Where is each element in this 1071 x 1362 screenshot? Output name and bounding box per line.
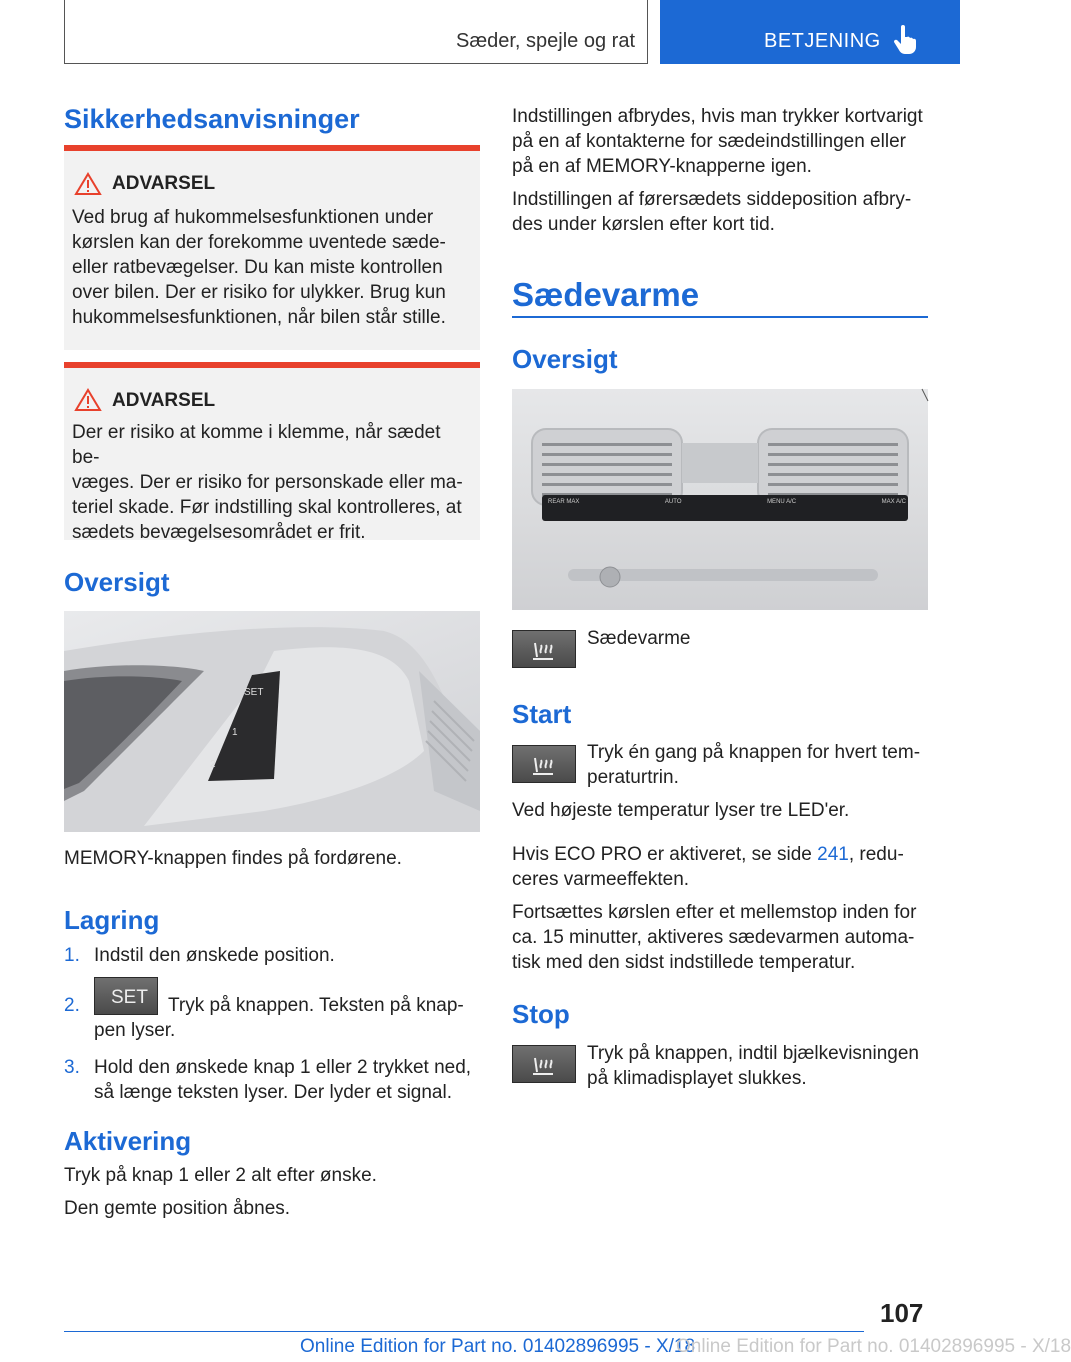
step-text: Tryk på knappen. Teksten på knap- [168, 995, 464, 1016]
door-memory-photo [64, 611, 480, 832]
header-section-title: Sæder, spejle og rat [456, 30, 635, 52]
heading-safety: Sikkerhedsanvisninger [64, 104, 360, 134]
text-line: Indstillingen afbrydes, hvis man trykker kortvarigt [512, 106, 923, 127]
text-segment: Hvis ECO PRO er aktiveret, se side [512, 844, 818, 865]
pointing-hand-icon [892, 25, 918, 55]
legend-label: Sædevarme [587, 628, 691, 649]
console-button-max-ac[interactable]: MAX A/C [881, 499, 906, 505]
step-number: 2. [64, 995, 80, 1016]
heading-start: Start [512, 699, 572, 729]
warning-box-1 [64, 145, 480, 350]
page-number: 107 [880, 1298, 924, 1328]
step-item [64, 987, 484, 1043]
text-line: Tryk én gang på knappen for hvert tem- [587, 742, 921, 763]
warning-triangle-icon [74, 172, 102, 196]
heading-stop: Stop [512, 999, 570, 1029]
seat-heating-icon [512, 745, 576, 783]
heading-overview-left: Oversigt [64, 567, 170, 597]
page-link[interactable]: 241 [817, 844, 849, 865]
step-text: pen lyser. [94, 1020, 176, 1041]
text-line: teriel skade. Før indstilling skal kontrolleres, at [72, 497, 462, 518]
step-text: Hold den ønskede knap 1 eller 2 trykket ned, [94, 1057, 472, 1078]
console-button-row [548, 499, 906, 517]
console-button-auto[interactable]: AUTO [664, 499, 682, 505]
text-line: kørslen kan der forekomme uventede sæde- [72, 232, 446, 253]
warning-text-1 [72, 205, 472, 330]
heading-underline [512, 316, 928, 318]
header-section-box [64, 0, 648, 64]
text-line: Tryk på knappen, indtil bjælkevisningen [587, 1043, 919, 1064]
seat-heating-icon [512, 1045, 576, 1083]
step-number: 3. [64, 1057, 80, 1078]
warning-text-2 [72, 420, 472, 545]
heading-overview-right: Oversigt [512, 344, 618, 374]
text-line: Indstillingen af førersædets siddeposition afbry- [512, 189, 912, 210]
step-number: 1. [64, 945, 80, 966]
intro-text [512, 104, 932, 237]
warning-bar [64, 362, 480, 368]
header-chapter-label: BETJENING [764, 30, 881, 52]
text-line: eller ratbevægelser. Du kan miste kontrollen [72, 257, 443, 278]
header-chapter-tab[interactable] [660, 0, 960, 64]
text-line: på klimadisplayet slukkes. [587, 1068, 807, 1089]
start-text [587, 740, 920, 790]
text-line: Fortsættes kørslen efter et mellemstop inden for [512, 902, 917, 923]
console-button-rear-max[interactable]: REAR MAX [548, 499, 580, 505]
eco-pro-paragraph [512, 842, 904, 867]
climate-console-photo [512, 389, 928, 610]
activate-text: Den gemte position åbnes. [64, 1198, 291, 1219]
start-paragraph: Ved højeste temperatur lyser tre LED'er. [512, 800, 850, 821]
text-line: ca. 15 minutter, aktiveres sædevarmen automa- [512, 927, 915, 948]
heading-store: Lagring [64, 905, 160, 935]
step-item [64, 943, 484, 968]
footer-watermark: Online Edition for Part no. 01402896995 - X/18 [676, 1336, 1071, 1357]
footer-edition: Online Edition for Part no. 01402896995 - X/18 [300, 1336, 696, 1357]
step-text: så længe teksten lyser. Der lyder et signal. [94, 1082, 453, 1103]
heading-main: Sædevarme [512, 276, 700, 313]
activate-text: Tryk på knap 1 eller 2 alt efter ønske. [64, 1165, 377, 1186]
warning-triangle-icon [74, 388, 102, 412]
heading-activate: Aktivering [64, 1126, 192, 1156]
text-line: sædets bevægelsesområdet er frit. [72, 522, 366, 543]
eco-pro-paragraph-line2: ceres varmeeffekten. [512, 869, 690, 890]
step-text: Indstil den ønskede position. [94, 945, 335, 966]
text-line: tisk med den sidst indstillede temperatur. [512, 952, 856, 973]
text-line: Ved brug af hukommelsesfunktionen under [72, 207, 434, 228]
door-button-2[interactable]: 2 [210, 759, 216, 770]
footer-rule [64, 1331, 864, 1332]
text-line: væges. Der er risiko for personskade eller ma- [72, 472, 463, 493]
step-item [64, 1055, 484, 1105]
text-line: peraturtrin. [587, 767, 679, 788]
warning-label: ADVARSEL [112, 390, 216, 411]
door-button-set[interactable]: SET [244, 687, 264, 698]
stop-text [587, 1041, 919, 1091]
warning-bar [64, 145, 480, 151]
set-button-icon [94, 977, 158, 1015]
text-line: på en af MEMORY-knapperne igen. [512, 156, 812, 177]
console-button-menu-ac[interactable]: MENU A/C [767, 499, 797, 505]
text-segment: , redu- [848, 844, 904, 865]
text-line: på en af kontakterne for sædeindstillingen eller [512, 131, 906, 152]
photo-caption: MEMORY-knappen findes på fordørene. [64, 848, 402, 869]
warning-label: ADVARSEL [112, 173, 216, 194]
text-line: hukommelsesfunktionen, når bilen står stille. [72, 307, 446, 328]
text-line: over bilen. Der er risiko for ulykker. Brug kun [72, 282, 446, 303]
text-line: des under kørslen efter kort tid. [512, 214, 775, 235]
door-button-1[interactable]: 1 [232, 727, 238, 738]
set-button-label: SET [111, 987, 148, 1008]
warning-box-2 [64, 362, 480, 543]
door-button-stack [210, 683, 274, 779]
seat-heating-icon [512, 630, 576, 668]
restart-paragraph [512, 900, 932, 975]
text-line: Der er risiko at komme i klemme, når sædet be- [72, 422, 441, 468]
